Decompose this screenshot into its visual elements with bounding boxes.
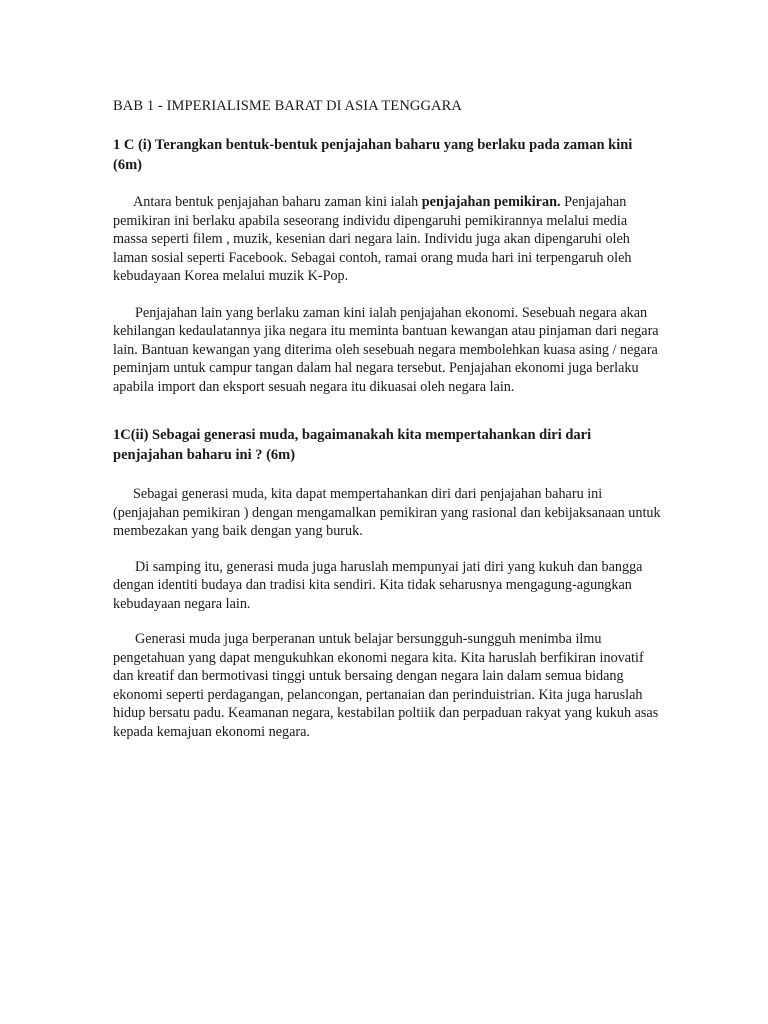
answer-paragraph: Generasi muda juga berperanan untuk belajar bersungguh-sungguh menimba ilmu pengetahuan yang dapat mengukuhkan ekonomi negara kita. Kita haruslah berfikiran inovatif dan kreatif dan bermotivasi tinggi untuk bersaing dengan negara lain dalam semua bidang ekonomi seperti perdagangan, pelancongan, pertanaian dan perinduistrian. Kita juga haruslah hidup bersatu padu. Keamanan negara, kestabilan poltiik dan perpaduan rakyat yang kukuh asas kepada kemajuan ekonomi negara. [113,631,659,740]
paragraph-text: Penjajahan pemikiran ini berlaku apabila seseorang individu dipengaruhi pemikirannya melalui media massa seperti filem , muzik, kesenian dari negara lain. Individu juga akan dipengaruhi oleh laman sosial seperti Facebook. Sebagai contoh, ramai orang muda hari ini terpengaruh oleh kebudayaan Korea melalui muzik K-Pop. [113,194,632,284]
answer-paragraph [113,193,661,286]
answer-paragraph: Di samping itu, generasi muda juga haruslah mempunyai jati diri yang kukuh dan bangga dengan identiti budaya dan tradisi kita sendiri. Kita tidak seharusnya mengagung-agungkan kebudayaan negara lain. [113,558,643,612]
answer-paragraph: Penjajahan lain yang berlaku zaman kini ialah penjajahan ekonomi. Sesebuah negara akan kehilangan kedaulatannya jika negara itu meminta bantuan kewangan atau pinjaman dari negara lain. Bantuan kewangan yang diterima oleh sesebuah negara membolehkan kuasa asing / negara peminjam untuk campur tangan dalam hal negara tersebut. Penjajahan ekonomi juga berlaku apabila import dan eksport sesuah negara itu dikuasai oleh negara lain. [113,304,659,395]
bold-term: penjajahan pemikiran. [421,194,561,210]
paragraph-text: Antara bentuk penjajahan baharu zaman kini ialah [133,194,422,210]
document-page [113,96,661,741]
question-1c-ii: 1C(ii) Sebagai generasi muda, bagaimanakah kita mempertahankan diri dari penjajahan baharu ini ? (6m) [113,427,592,463]
document-title: BAB 1 - IMPERIALISME BARAT DI ASIA TENGGARA [113,98,462,114]
answer-paragraph: Sebagai generasi muda, kita dapat mempertahankan diri dari penjajahan baharu ini (penjajahan pemikiran ) dengan mengamalkan pemikiran yang rasional dan kebijaksanaan untuk membezakan yang baik dengan yang buruk. [113,486,661,539]
question-1c-i: 1 C (i) Terangkan bentuk-bentuk penjajahan baharu yang berlaku pada zaman kini (6m) [113,137,633,173]
